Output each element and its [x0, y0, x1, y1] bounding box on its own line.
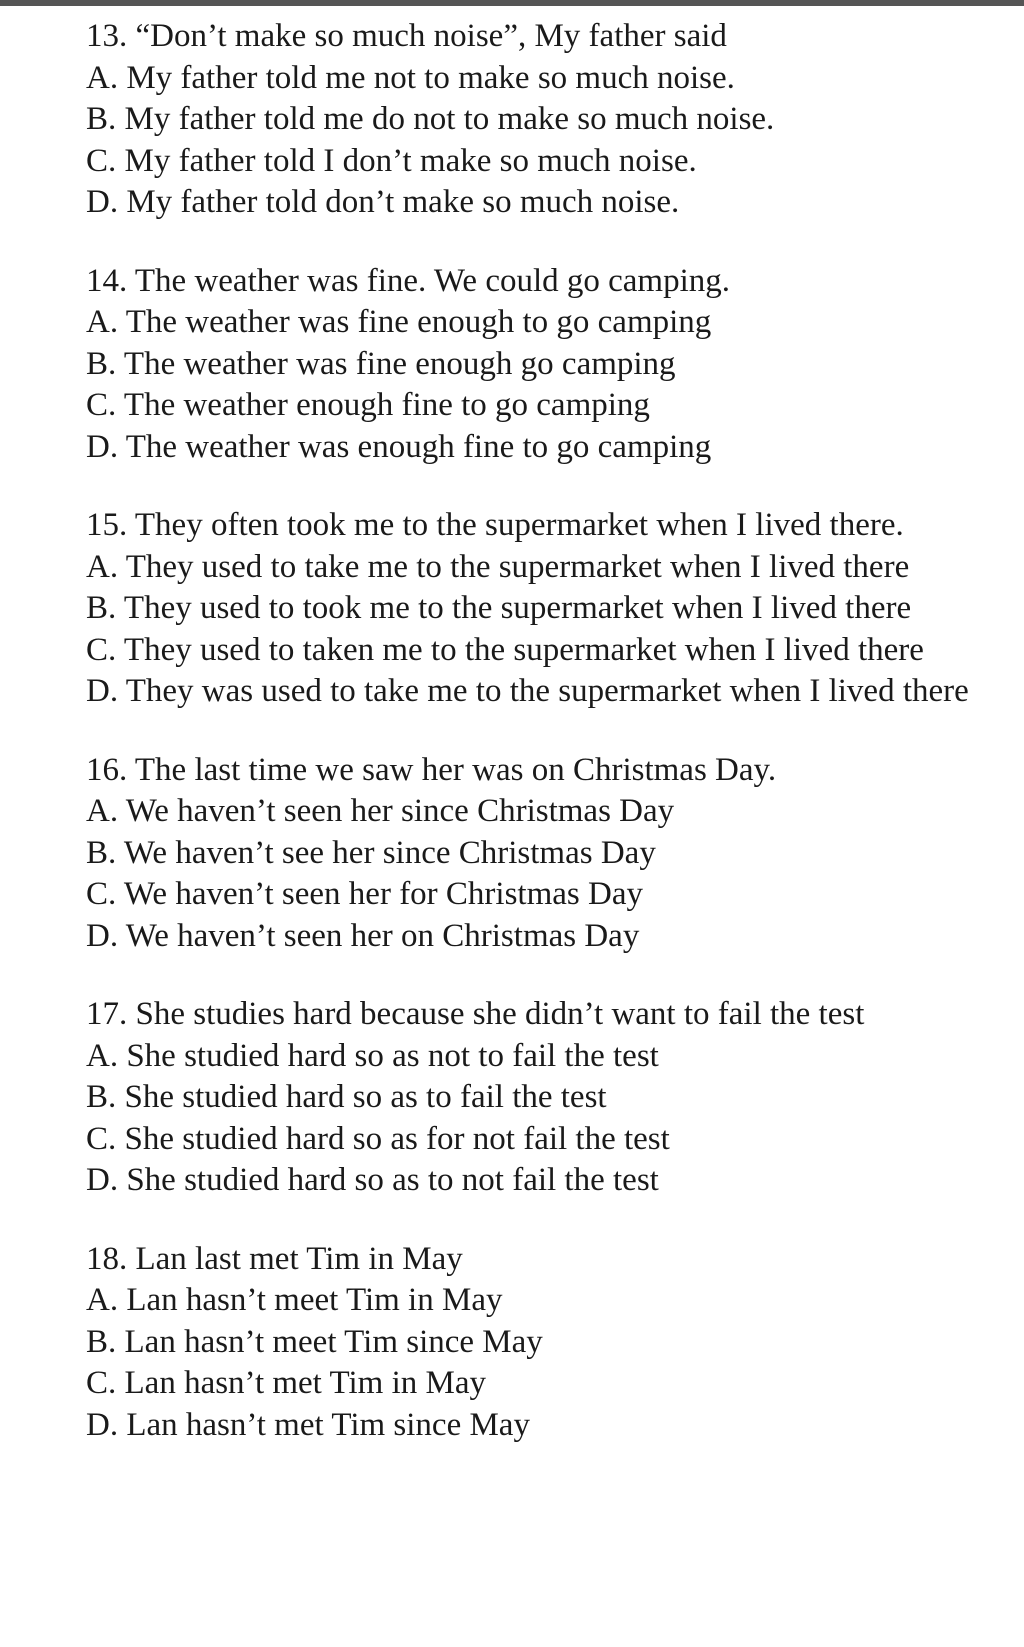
option-a: A. Lan hasn’t meet Tim in May — [86, 1282, 503, 1318]
option-b: B. They used to took me to the supermarket when I lived there — [86, 590, 912, 626]
option-c: C. She studied hard so as for not fail the test — [86, 1120, 670, 1157]
option-c: C. We haven’t seen her for Christmas Day — [86, 876, 643, 912]
question-stem: 17. She studies hard because she didn’t want to fail the test — [86, 996, 865, 1032]
question-16 — [86, 750, 1006, 958]
question-stem: 16. The last time we saw her was on Christmas Day. — [86, 751, 777, 788]
question-14 — [86, 261, 1006, 469]
option-a: A. They used to take me to the supermarket when I lived there — [86, 548, 910, 585]
option-a: A. My father told me not to make so much noise. — [86, 59, 735, 96]
option-c: C. Lan hasn’t met Tim in May — [86, 1365, 486, 1401]
question-stem: 14. The weather was fine. We could go camping. — [86, 262, 731, 299]
question-15 — [86, 505, 1006, 713]
option-d: D. My father told don’t make so much noise. — [86, 184, 680, 220]
option-c: C. The weather enough fine to go camping — [86, 387, 650, 423]
option-c: C. My father told I don’t make so much noise. — [86, 142, 697, 179]
exercise-sheet — [86, 16, 1006, 1483]
option-a: A. She studied hard so as not to fail the test — [86, 1037, 659, 1074]
option-d: D. Lan hasn’t met Tim since May — [86, 1406, 530, 1443]
option-d: D. We haven’t seen her on Christmas Day — [86, 917, 640, 954]
option-b: B. My father told me do not to make so much noise. — [86, 101, 775, 137]
top-edge-bar — [0, 0, 1024, 6]
option-a: A. We haven’t seen her since Christmas Day — [86, 793, 675, 829]
question-stem: 18. Lan last met Tim in May — [86, 1240, 463, 1277]
question-13 — [86, 16, 1006, 224]
question-stem: 15. They often took me to the supermarket when I lived there. — [86, 507, 904, 543]
option-a: A. The weather was fine enough to go camping — [86, 304, 712, 340]
option-b: B. Lan hasn’t meet Tim since May — [86, 1323, 543, 1360]
question-stem: 13. “Don’t make so much noise”, My father said — [86, 18, 727, 54]
question-18 — [86, 1239, 1006, 1447]
option-d: D. They was used to take me to the supermarket when I lived there — [86, 673, 969, 709]
option-b: B. The weather was fine enough go camping — [86, 345, 676, 382]
option-d: D. She studied hard so as to not fail the test — [86, 1162, 659, 1198]
option-c: C. They used to taken me to the supermarket when I lived there — [86, 631, 924, 668]
option-d: D. The weather was enough fine to go camping — [86, 428, 712, 465]
question-17 — [86, 994, 1006, 1202]
option-b: B. We haven’t see her since Christmas Day — [86, 834, 656, 871]
option-b: B. She studied hard so as to fail the test — [86, 1079, 607, 1115]
